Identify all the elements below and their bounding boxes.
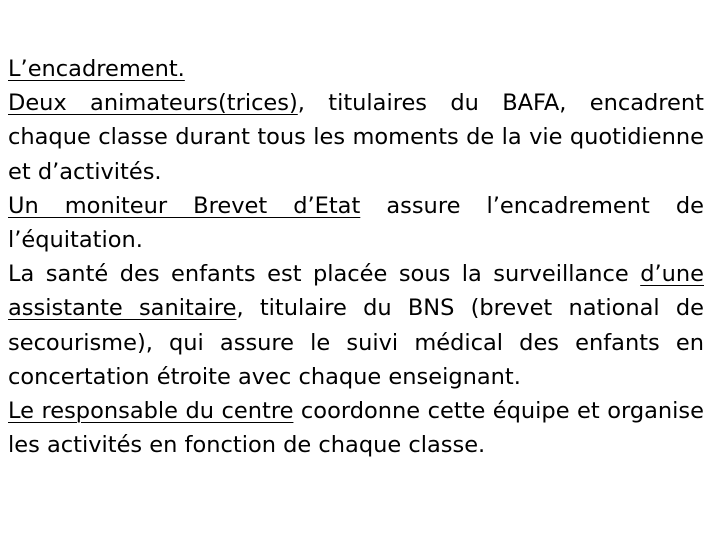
underlined-term: Un moniteur Brevet d’Etat — [8, 192, 361, 219]
underlined-term: d’une assistante sanitaire — [8, 261, 704, 322]
paragraph-moniteur — [8, 189, 704, 257]
paragraph-sante — [8, 257, 704, 394]
heading-line — [8, 52, 704, 86]
paragraph-responsable — [8, 394, 704, 462]
section-heading: L’encadrement. — [8, 56, 185, 82]
paragraph-animateurs — [8, 86, 704, 189]
paragraph-text: , titulaire du BNS (brevet national de secourisme), qui assure le suivi médical des enfants en concertation étroite avec chaque enseignant. — [8, 295, 705, 390]
underlined-term: Deux animateurs(trices) — [8, 90, 298, 117]
paragraph-text: assure l’encadrement de l’équitation. — [8, 192, 704, 254]
paragraph-text: La santé des enfants est placée sous la surveillance — [8, 261, 641, 288]
paragraph-text: coordonne cette équipe et organise les activités en fonction de chaque classe. — [8, 398, 704, 459]
slide-body — [8, 52, 704, 462]
underlined-term: Le responsable du centre — [8, 398, 294, 425]
paragraph-text: , titulaires du BAFA, encadrent chaque classe durant tous les moments de la vie quotidienne et d’activités. — [8, 90, 704, 185]
